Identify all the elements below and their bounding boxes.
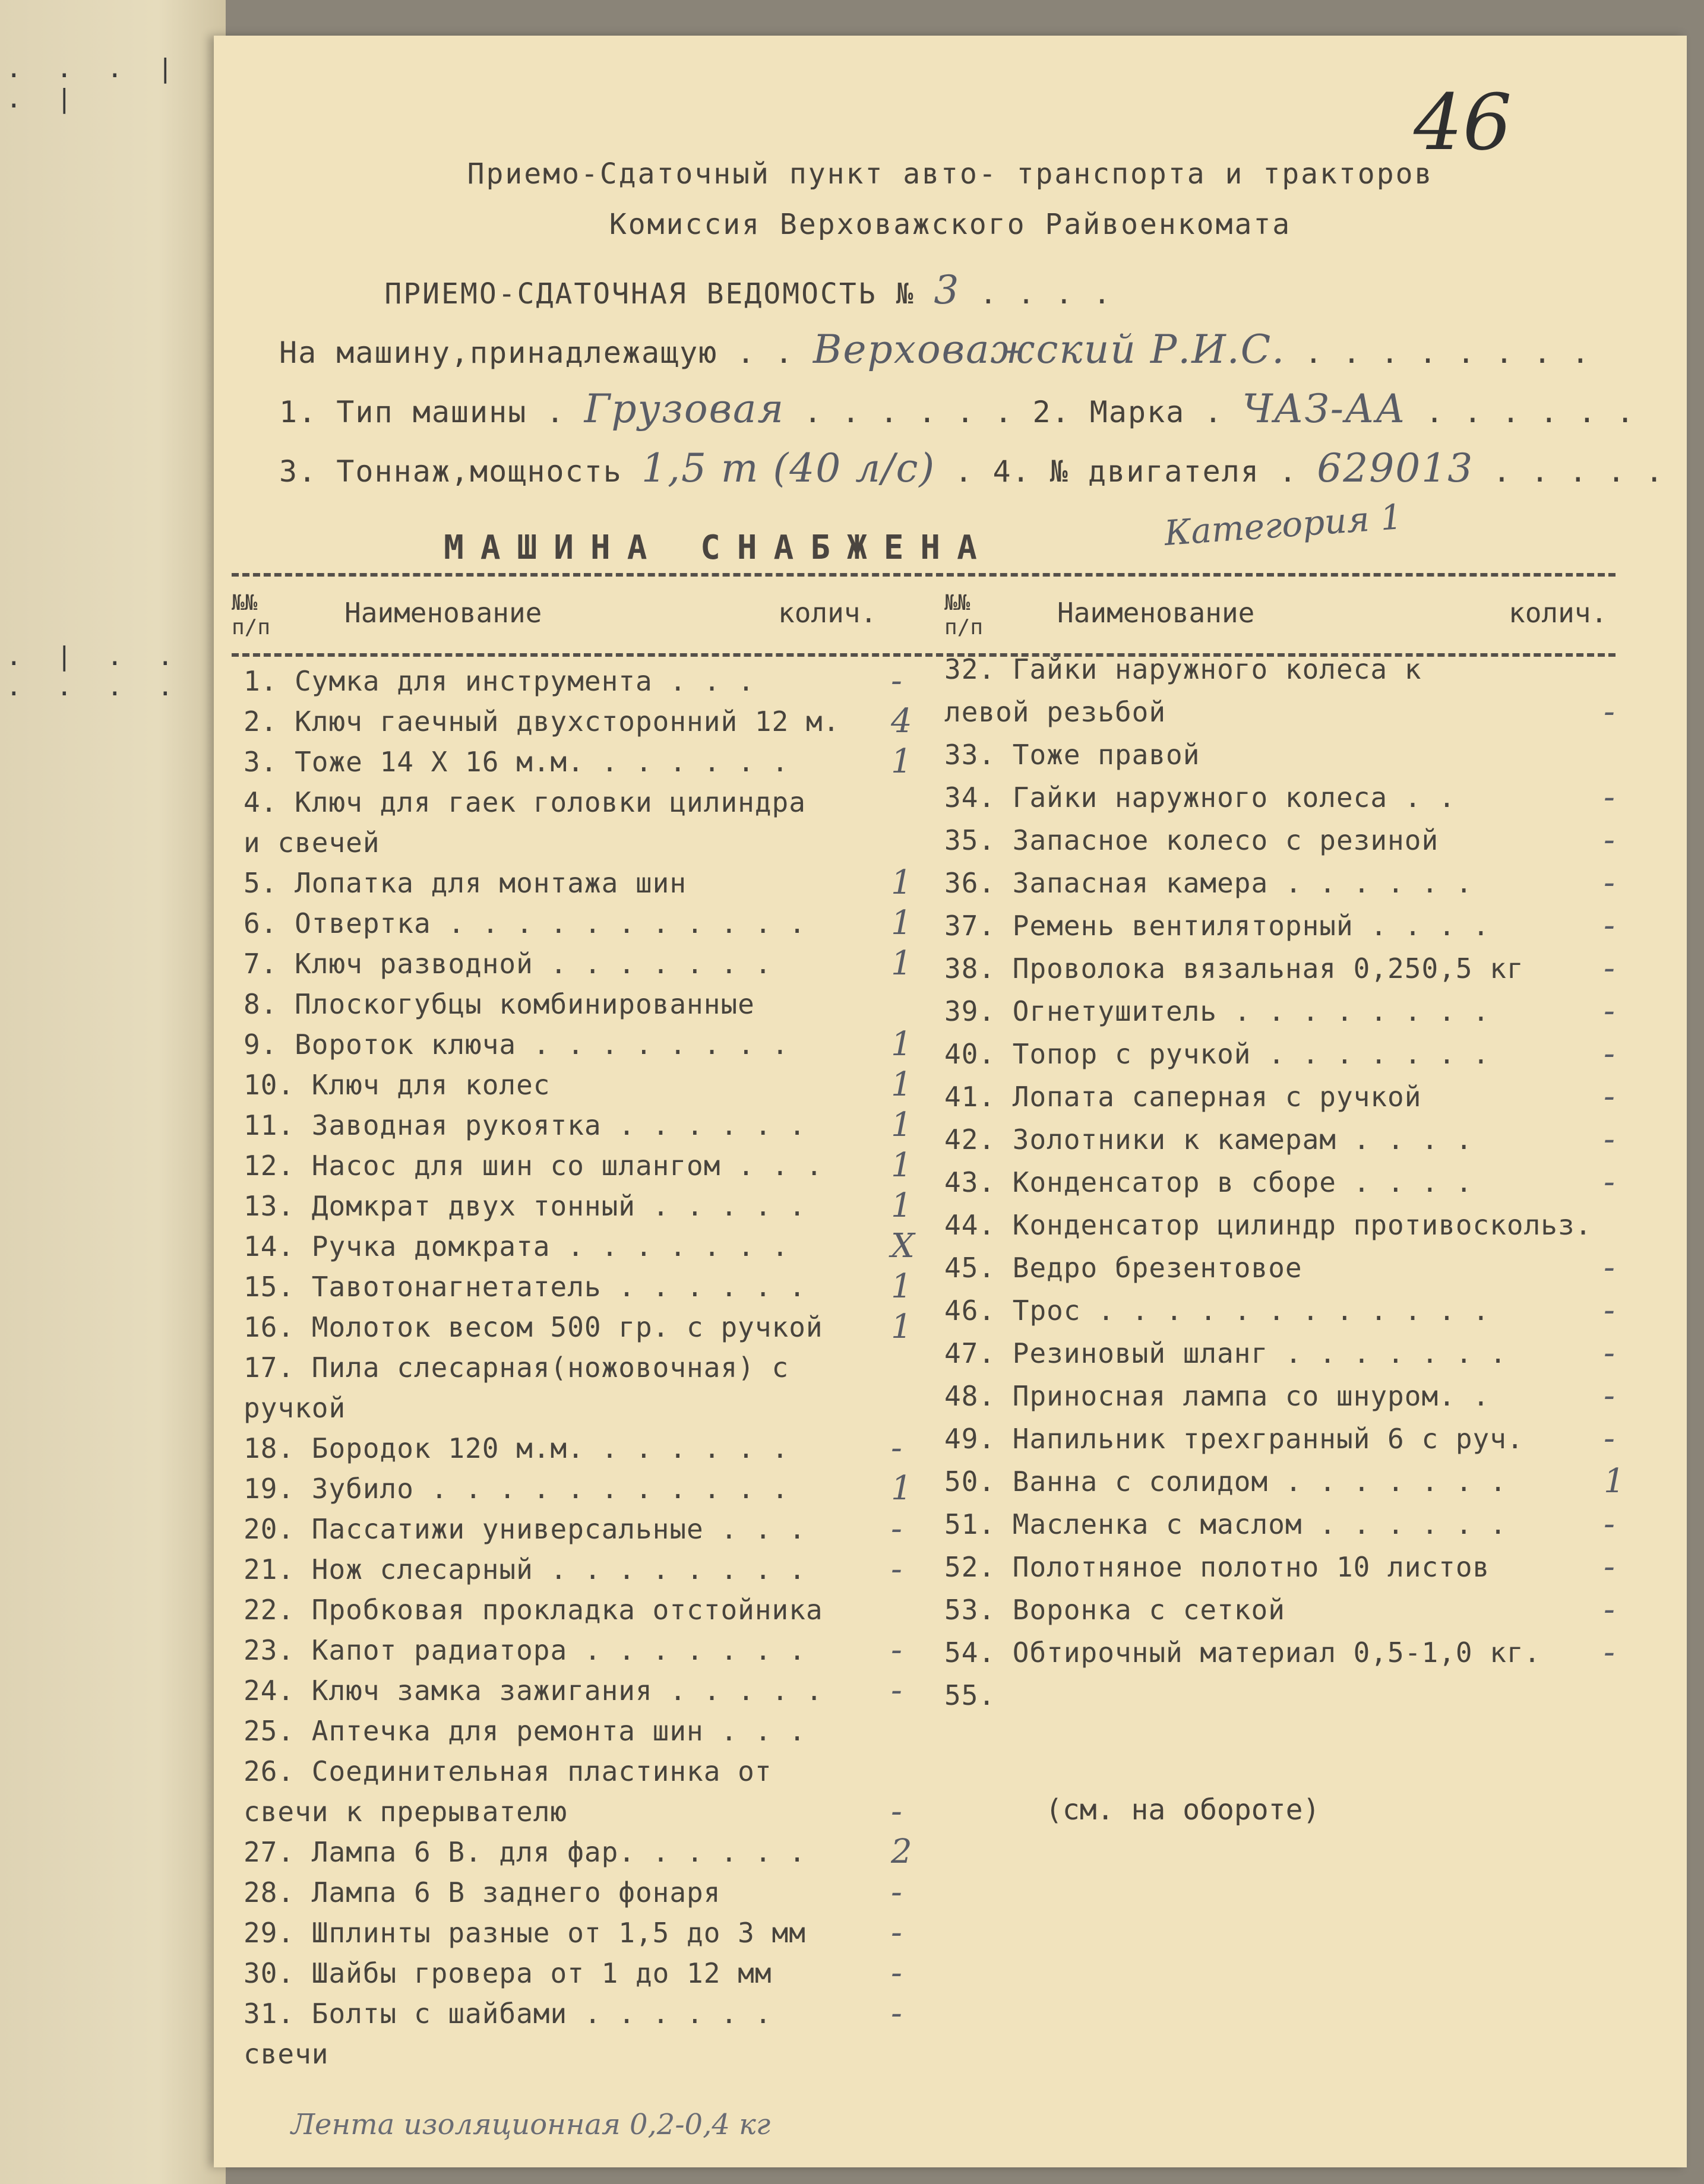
right-item: 43. Конденсатор в сборе . . . . — [944, 1166, 1473, 1198]
left-item-qty: - — [891, 661, 902, 700]
right-item-qty: - — [1604, 1077, 1615, 1116]
left-item-qty: 1 — [891, 1146, 912, 1185]
right-item-qty: - — [1604, 692, 1615, 731]
right-item-qty: - — [1604, 1547, 1615, 1586]
right-item: 35. Запасное колесо с резиной — [944, 824, 1439, 856]
left-item: 14. Ручка домкрата . . . . . . . — [244, 1230, 789, 1262]
left-item: 27. Лампа 6 В. для фар. . . . . . — [244, 1836, 806, 1868]
left-item: 10. Ключ для колес — [244, 1069, 551, 1101]
type-brand-field: 1. Тип машины . Грузовая . . . . . . 2. Марка . ЧАЗ-АА . . . . . . — [279, 386, 1636, 432]
left-item: 30. Шайбы гровера от 1 до 12 мм — [244, 1957, 772, 1989]
left-item: 15. Тавотонагнетатель . . . . . . — [244, 1271, 806, 1303]
right-item: 37. Ремень вентиляторный . . . . — [944, 910, 1490, 942]
right-item-qty: - — [1604, 1505, 1615, 1543]
section-title: МАШИНА СНАБЖЕНА — [444, 528, 994, 567]
left-item-qty: 1 — [891, 1267, 912, 1306]
left-item: 23. Капот радиатора . . . . . . . — [244, 1634, 806, 1666]
left-item-qty: - — [891, 1429, 902, 1467]
right-item-qty: - — [1604, 1419, 1615, 1458]
left-item: 8. Плоскогубцы комбинированные — [244, 988, 755, 1020]
type-label: 1. Тип машины — [279, 395, 527, 429]
left-item-qty: 1 — [891, 742, 912, 781]
right-item: 32. Гайки наружного колеса к — [944, 653, 1422, 685]
reverse-note: (см. на обороте) — [1045, 1793, 1320, 1827]
right-item-qty: - — [1604, 1034, 1615, 1073]
left-item-qty: - — [891, 1671, 902, 1710]
right-item-qty: 1 — [1604, 1462, 1625, 1501]
left-item: 26. Соединительная пластинка от — [244, 1755, 772, 1787]
right-item: 40. Топор с ручкой . . . . . . . — [944, 1038, 1490, 1070]
owner-value: Верховажский Р.И.С. — [813, 327, 1286, 372]
left-item: 29. Шплинты разные от 1,5 до 3 мм — [244, 1917, 806, 1949]
owner-field: На машину,принадлежащую . . Верховажский Р.И.С. . . . . . . . . — [279, 327, 1591, 372]
right-item-qty: - — [1604, 1590, 1615, 1629]
left-item-qty: - — [891, 1994, 902, 2033]
left-item-qty: 1 — [891, 1308, 912, 1346]
right-item: 54. Обтирочный материал 0,5-1,0 кг. — [944, 1637, 1541, 1669]
right-item-qty: - — [1604, 863, 1615, 902]
left-item: 7. Ключ разводной . . . . . . . — [244, 948, 772, 980]
left-item: 25. Аптечка для ремонта шин . . . — [244, 1715, 806, 1747]
left-item: 12. Насос для шин со шлангом . . . — [244, 1150, 823, 1182]
left-page-edge — [0, 0, 226, 2184]
left-item: 19. Зубило . . . . . . . . . . . — [244, 1473, 789, 1505]
right-item-qty: - — [1604, 1163, 1615, 1201]
left-item: 24. Ключ замка зажигания . . . . . — [244, 1675, 823, 1707]
statement-title: ПРИЕМО-СДАТОЧНАЯ ВЕДОМОСТЬ № — [384, 277, 915, 311]
right-col-qty-header: колич. — [1509, 597, 1608, 629]
left-item: 20. Пассатижи универсальные . . . — [244, 1513, 806, 1545]
left-item-qty: - — [891, 1913, 902, 1952]
left-item-qty: - — [891, 1792, 902, 1831]
capacity-value: 1,5 т (40 л/с) — [641, 445, 936, 491]
left-item-qty: - — [891, 1954, 902, 1992]
owner-label: На машину,принадлежащую — [279, 335, 718, 370]
right-item: 33. Тоже правой — [944, 739, 1200, 771]
right-item-qty: - — [1604, 1291, 1615, 1330]
right-item: 50. Ванна с солидом . . . . . . . — [944, 1466, 1507, 1498]
right-item: 46. Трос . . . . . . . . . . . . — [944, 1294, 1490, 1327]
left-item-qty: 1 — [891, 1025, 912, 1063]
left-item: 3. Тоже 14 Х 16 м.м. . . . . . . — [244, 746, 789, 778]
left-item-qty: - — [891, 1873, 902, 1911]
right-item: 41. Лопата саперная с ручкой — [944, 1081, 1422, 1113]
category-handwritten: Категория 1 — [1163, 496, 1404, 553]
right-item: 55. — [944, 1679, 996, 1711]
right-item-qty: - — [1604, 1633, 1615, 1672]
right-col-num-header: №№ п/п — [944, 591, 984, 640]
left-item: 22. Пробковая прокладка отстойника — [244, 1594, 823, 1626]
left-item: 17. Пила слесарная(ножовочная) с — [244, 1351, 789, 1384]
left-item-qty: - — [891, 1509, 902, 1548]
left-item-qty: 1 — [891, 1106, 912, 1144]
left-item-qty: 1 — [891, 944, 912, 983]
right-item-qty: - — [1604, 1334, 1615, 1372]
left-item: свечи к прерывателю — [244, 1796, 568, 1828]
left-item: свечи — [244, 2038, 329, 2070]
right-item: 42. Золотники к камерам . . . . — [944, 1123, 1473, 1156]
right-item-qty: - — [1604, 1120, 1615, 1159]
left-item: 5. Лопатка для монтажа шин — [244, 867, 687, 899]
left-item: 28. Лампа 6 В заднего фонаря — [244, 1876, 721, 1908]
capacity-engine-field: 3. Тоннаж,мощность 1,5 т (40 л/с) . 4. № двигателя . 629013 . . . . . — [279, 445, 1665, 491]
left-item-qty: 2 — [891, 1832, 912, 1871]
right-item-qty: - — [1604, 778, 1615, 816]
left-item: 16. Молоток весом 500 гр. с ручкой — [244, 1311, 823, 1343]
right-item: 34. Гайки наружного колеса . . — [944, 781, 1456, 814]
left-col-name-header: Наименование — [344, 597, 542, 629]
right-item-qty: - — [1604, 906, 1615, 945]
right-item: 52. Полотняное полотно 10 листов — [944, 1551, 1490, 1583]
left-item: 6. Отвертка . . . . . . . . . . . — [244, 907, 806, 939]
left-item-qty: - — [891, 1631, 902, 1669]
left-item-qty: 1 — [891, 1469, 912, 1508]
page-number: 46 — [1414, 77, 1512, 167]
left-items-list — [244, 661, 927, 2114]
right-item: левой резьбой — [944, 696, 1166, 728]
engine-label: 4. № двигателя — [992, 454, 1260, 489]
right-item: 47. Резиновый шланг . . . . . . . — [944, 1337, 1507, 1369]
left-item-qty: 1 — [891, 904, 912, 942]
right-items-list — [944, 653, 1633, 1781]
left-item: 1. Сумка для инструмента . . . — [244, 665, 755, 697]
right-item: 44. Конденсатор цилиндр противоскольз. — [944, 1209, 1592, 1241]
left-page-dots: . . . | . | — [6, 53, 183, 114]
right-item-qty: - — [1604, 992, 1615, 1030]
left-item-qty: 1 — [891, 863, 912, 902]
left-item-qty: X — [891, 1227, 915, 1265]
left-item-qty: 1 — [891, 1186, 912, 1225]
capacity-label: 3. Тоннаж,мощность — [279, 454, 622, 489]
right-item: 48. Приносная лампа со шнуром. . — [944, 1380, 1490, 1412]
left-item: 31. Болты с шайбами . . . . . . — [244, 1998, 772, 2030]
bottom-handwritten-note: Лента изоляционная 0,2-0,4 кг — [291, 2108, 771, 2141]
right-item: 39. Огнетушитель . . . . . . . . — [944, 995, 1490, 1027]
statement-number: 3 — [934, 267, 961, 313]
left-item-qty: - — [891, 1550, 902, 1588]
right-item: 53. Воронка с сеткой — [944, 1594, 1285, 1626]
left-page-dots: . | . . . . . . — [6, 641, 183, 702]
left-item: ручкой — [244, 1392, 346, 1424]
right-item: 45. Ведро брезентовое — [944, 1252, 1302, 1284]
right-item: 49. Напильник трехгранный 6 с руч. — [944, 1423, 1524, 1455]
brand-value: ЧАЗ-АА — [1242, 386, 1406, 432]
type-value: Грузовая — [584, 386, 785, 432]
header-line-2: Комиссия Верховажского Райвоенкомата — [609, 208, 1292, 241]
document-sheet — [214, 36, 1687, 2167]
left-col-qty-header: колич. — [778, 597, 877, 629]
left-item: 21. Нож слесарный . . . . . . . . — [244, 1553, 806, 1585]
right-item: 36. Запасная камера . . . . . . — [944, 867, 1473, 899]
left-item: 2. Ключ гаечный двухсторонний 12 м. — [244, 705, 840, 738]
left-item: 11. Заводная рукоятка . . . . . . — [244, 1109, 806, 1141]
right-item-qty: - — [1604, 1248, 1615, 1287]
header-line-1: Приемо-Сдаточный пункт авто- транспорта и тракторов — [467, 157, 1434, 191]
brand-label: 2. Марка — [1032, 395, 1185, 429]
right-item-qty: - — [1604, 1376, 1615, 1415]
engine-value: 629013 — [1317, 445, 1474, 491]
right-item: 38. Проволока вязальная 0,250,5 кг — [944, 952, 1524, 985]
left-item: 9. Вороток ключа . . . . . . . . — [244, 1028, 789, 1061]
left-item: 18. Бородок 120 м.м. . . . . . . — [244, 1432, 789, 1464]
right-item: 51. Масленка с маслом . . . . . . — [944, 1508, 1507, 1540]
header-line-3: ПРИЕМО-СДАТОЧНАЯ ВЕДОМОСТЬ № 3 . . . . — [384, 267, 1112, 313]
right-item-qty: - — [1604, 949, 1615, 987]
left-item: и свечей — [244, 827, 380, 859]
right-col-name-header: Наименование — [1057, 597, 1255, 629]
right-item-qty: - — [1604, 821, 1615, 859]
left-col-num-header: №№ п/п — [232, 591, 271, 640]
left-item: 4. Ключ для гаек головки цилиндра — [244, 786, 806, 818]
left-item: 13. Домкрат двух тонный . . . . . — [244, 1190, 806, 1222]
left-item-qty: 4 — [891, 702, 912, 740]
table-top-rule — [232, 573, 1616, 577]
left-item-qty: 1 — [891, 1065, 912, 1104]
